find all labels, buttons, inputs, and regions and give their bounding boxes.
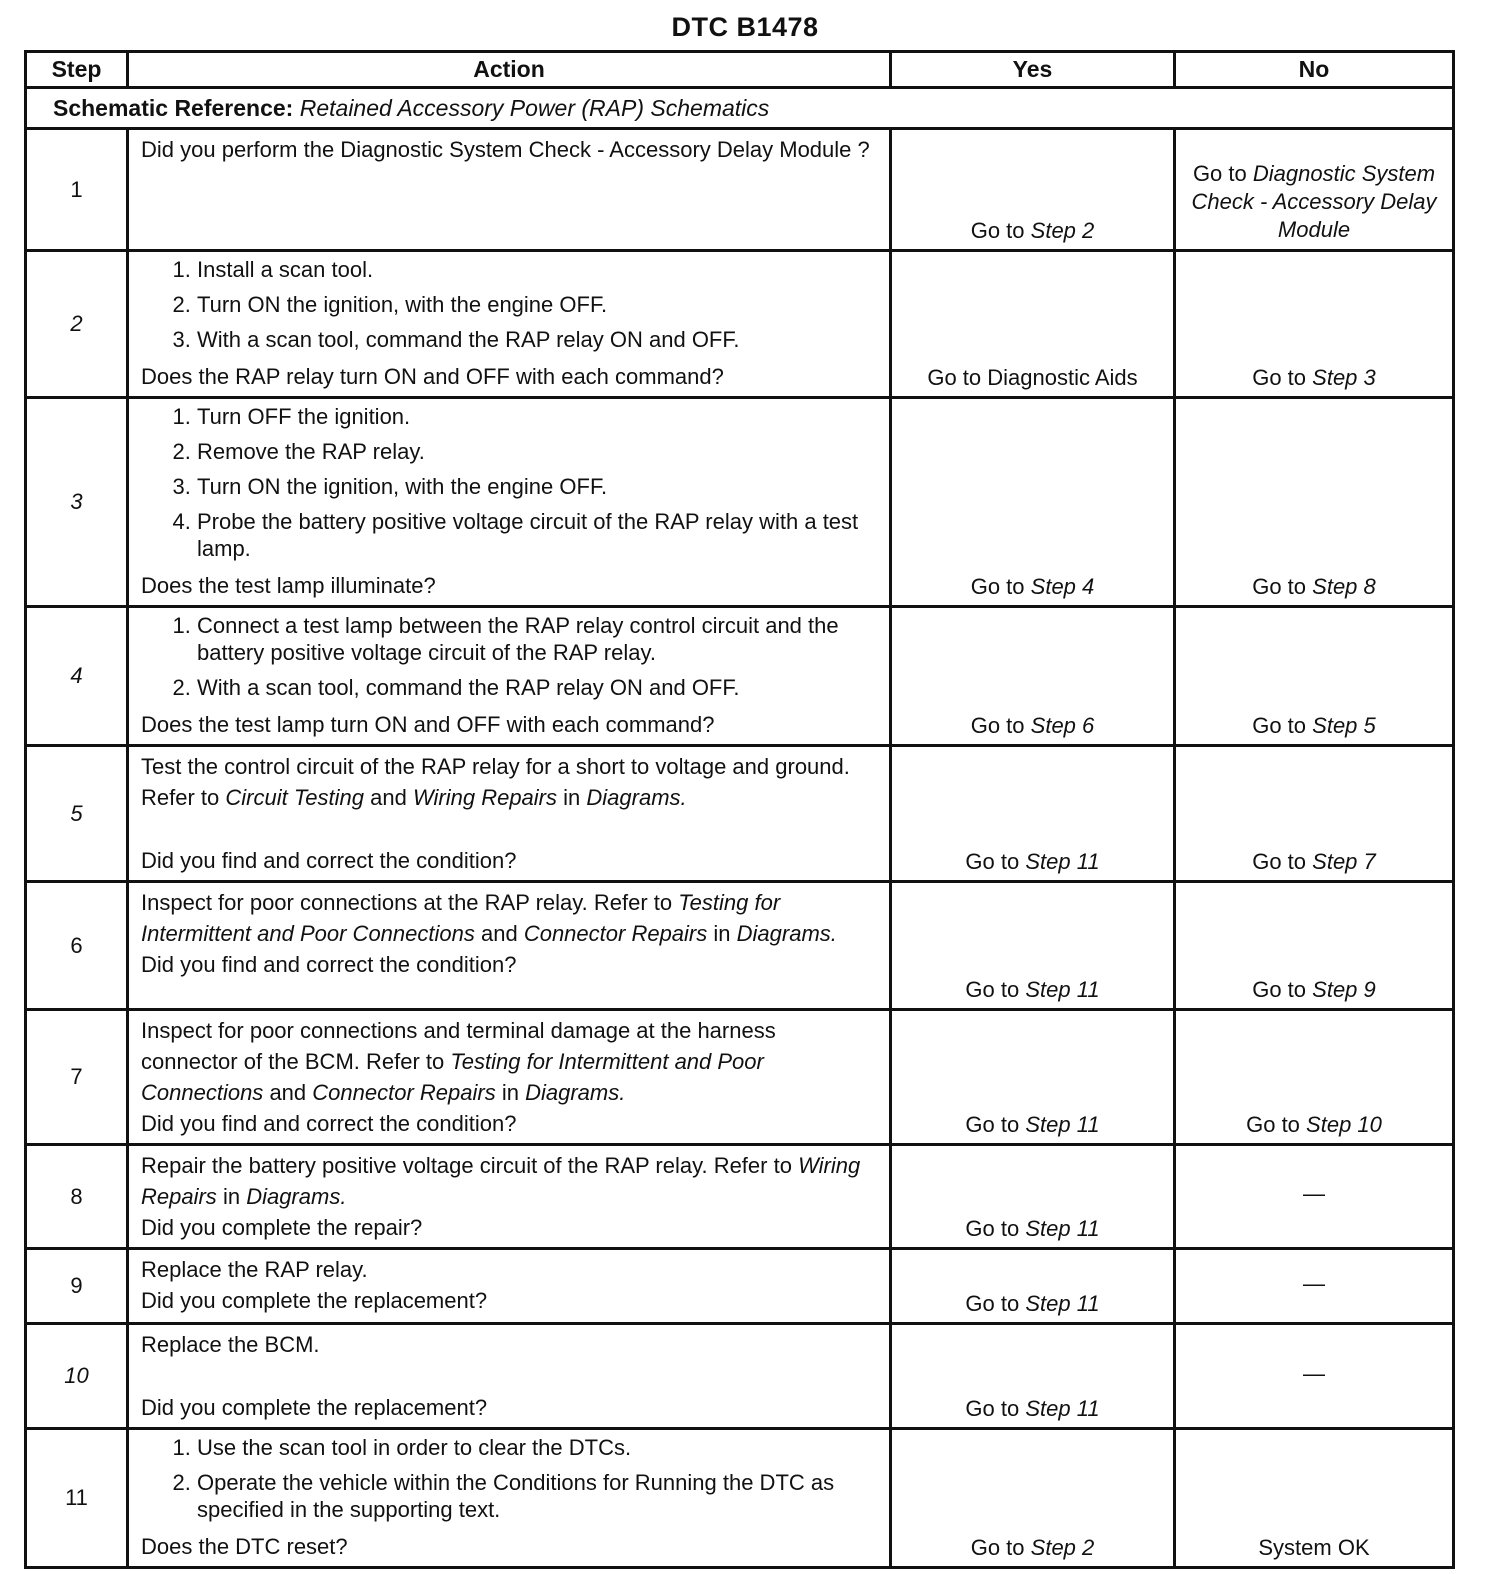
yes-cell[interactable] bbox=[891, 398, 1175, 607]
action-text bbox=[141, 751, 877, 813]
action-cell bbox=[128, 129, 891, 251]
action-cell bbox=[128, 1010, 891, 1145]
table-row bbox=[26, 1249, 1454, 1324]
action-step: 1. Install a scan tool. bbox=[197, 256, 877, 283]
no-prefix: Go to bbox=[1252, 365, 1307, 390]
yes-ref[interactable]: Step 6 bbox=[1030, 713, 1095, 738]
ref-link[interactable]: Diagrams. bbox=[525, 1080, 626, 1105]
yes-prefix: Go to bbox=[965, 849, 1020, 874]
yes-ref[interactable]: Step 11 bbox=[1025, 1216, 1100, 1241]
yes-cell[interactable] bbox=[891, 251, 1175, 398]
action-steps bbox=[141, 1434, 877, 1523]
yes-prefix: Go to bbox=[965, 1216, 1020, 1241]
yes-cell[interactable] bbox=[891, 607, 1175, 746]
yes-cell[interactable] bbox=[891, 882, 1175, 1010]
no-ref[interactable]: Step 10 bbox=[1306, 1112, 1382, 1137]
schematic-link[interactable]: Retained Accessory Power (RAP) Schematics bbox=[299, 94, 770, 121]
yes-ref[interactable]: Step 11 bbox=[1025, 849, 1100, 874]
ref-link[interactable]: Diagrams. bbox=[586, 785, 687, 810]
yes-prefix: Go to bbox=[970, 218, 1025, 243]
table-row bbox=[26, 607, 1454, 746]
no-cell bbox=[1175, 1145, 1454, 1249]
action-cell bbox=[128, 398, 891, 607]
no-cell[interactable] bbox=[1175, 1010, 1454, 1145]
action-text bbox=[141, 887, 877, 949]
no-text: — bbox=[1303, 1181, 1325, 1206]
action-text: Replace the BCM. bbox=[141, 1332, 320, 1357]
conjunction: and bbox=[480, 921, 518, 946]
header-action: Action bbox=[128, 52, 891, 88]
action-text: Did you perform the Diagnostic System Check - Accessory Delay Module ? bbox=[141, 137, 870, 162]
no-cell[interactable] bbox=[1175, 607, 1454, 746]
yes-cell[interactable] bbox=[891, 1010, 1175, 1145]
conjunction: in bbox=[563, 785, 581, 810]
action-step: 4. Probe the battery positive voltage circuit of the RAP relay with a test lamp. bbox=[197, 508, 877, 562]
yes-ref[interactable]: Step 11 bbox=[1025, 1112, 1100, 1137]
schematic-label: Schematic Reference: bbox=[53, 94, 294, 121]
header-yes: Yes bbox=[891, 52, 1175, 88]
step-number: 4 bbox=[26, 607, 128, 746]
action-step: 3. With a scan tool, command the RAP relay ON and OFF. bbox=[197, 326, 877, 353]
action-steps bbox=[141, 403, 877, 562]
no-ref[interactable]: Step 3 bbox=[1312, 365, 1376, 390]
yes-ref[interactable]: Step 11 bbox=[1025, 1396, 1100, 1421]
table-row bbox=[26, 1324, 1454, 1429]
action-question: Did you find and correct the condition? bbox=[141, 952, 517, 977]
no-ref[interactable]: Step 8 bbox=[1312, 574, 1376, 599]
ref-link[interactable]: Wiring Repairs bbox=[141, 1153, 861, 1209]
table-row bbox=[26, 882, 1454, 1010]
step-number: 10 bbox=[26, 1324, 128, 1429]
step-number: 11 bbox=[26, 1429, 128, 1568]
action-cell bbox=[128, 746, 891, 882]
action-cell bbox=[128, 882, 891, 1010]
table-row bbox=[26, 129, 1454, 251]
conjunction: in bbox=[222, 1184, 241, 1209]
action-cell bbox=[128, 1249, 891, 1324]
action-text-lead: Inspect for poor connections at the RAP relay. Refer to bbox=[141, 890, 673, 915]
table-row bbox=[26, 1429, 1454, 1568]
no-cell[interactable] bbox=[1175, 882, 1454, 1010]
yes-prefix: Go to bbox=[965, 1396, 1020, 1421]
action-text bbox=[141, 1015, 877, 1108]
action-question: Did you find and correct the condition? bbox=[141, 1111, 517, 1136]
action-question: Does the RAP relay turn ON and OFF with each command? bbox=[141, 364, 724, 389]
yes-cell[interactable] bbox=[891, 1249, 1175, 1324]
action-step: 1. Connect a test lamp between the RAP relay control circuit and the battery positive voltage circuit of the RAP relay. bbox=[197, 612, 877, 666]
yes-prefix: Go to bbox=[965, 977, 1020, 1002]
no-ref[interactable]: Step 5 bbox=[1312, 713, 1376, 738]
action-question: Did you complete the repair? bbox=[141, 1215, 423, 1240]
yes-prefix: Go to bbox=[970, 713, 1025, 738]
step-number: 7 bbox=[26, 1010, 128, 1145]
yes-ref[interactable]: Step 4 bbox=[1030, 574, 1095, 599]
document-title: DTC B1478 bbox=[671, 12, 819, 42]
yes-ref[interactable]: Step 11 bbox=[1025, 977, 1100, 1002]
yes-cell[interactable] bbox=[891, 1429, 1175, 1568]
step-number: 1 bbox=[26, 129, 128, 251]
yes-ref[interactable]: Step 11 bbox=[1025, 1291, 1100, 1316]
action-cell bbox=[128, 1145, 891, 1249]
ref-link[interactable]: Wiring Repairs bbox=[412, 785, 558, 810]
ref-link[interactable]: Testing for Intermittent and Poor Connections bbox=[141, 1049, 764, 1105]
action-text bbox=[141, 1150, 877, 1212]
no-text: — bbox=[1303, 1360, 1325, 1386]
no-text: — bbox=[1303, 1270, 1325, 1296]
conjunction: in bbox=[713, 921, 731, 946]
action-question: Did you complete the replacement? bbox=[141, 1288, 488, 1313]
yes-prefix: Go to bbox=[970, 1535, 1025, 1560]
ref-link[interactable]: Testing for Intermittent and Poor Connections bbox=[141, 890, 781, 946]
header-no: No bbox=[1175, 52, 1454, 88]
action-text-lead: Test the control circuit of the RAP relay for a short to voltage and ground. Refer to bbox=[141, 754, 850, 810]
conjunction: and bbox=[370, 785, 407, 810]
action-cell bbox=[128, 251, 891, 398]
step-number: 8 bbox=[26, 1145, 128, 1249]
no-prefix: Go to bbox=[1252, 574, 1307, 599]
dtc-table bbox=[24, 50, 1455, 1569]
no-prefix: Go to bbox=[1252, 977, 1307, 1002]
no-text: System OK bbox=[1258, 1535, 1370, 1560]
action-question: Did you find and correct the condition? bbox=[141, 848, 517, 873]
no-ref[interactable]: Diagnostic System Check - Accessory Delay Module bbox=[1191, 161, 1437, 242]
step-number: 9 bbox=[26, 1249, 128, 1324]
no-cell[interactable] bbox=[1175, 251, 1454, 398]
ref-link[interactable]: Connector Repairs bbox=[523, 921, 708, 946]
yes-cell[interactable] bbox=[891, 1324, 1175, 1429]
action-question: Did you complete the replacement? bbox=[141, 1395, 488, 1420]
step-number: 6 bbox=[26, 882, 128, 1010]
action-step: 1. Use the scan tool in order to clear the DTCs. bbox=[197, 1434, 877, 1461]
no-cell bbox=[1175, 1249, 1454, 1324]
action-question: Does the DTC reset? bbox=[141, 1534, 348, 1559]
table-row bbox=[26, 398, 1454, 607]
action-step: 2. With a scan tool, command the RAP relay ON and OFF. bbox=[197, 674, 877, 701]
yes-text[interactable]: Go to Diagnostic Aids bbox=[927, 365, 1138, 390]
yes-cell[interactable] bbox=[891, 129, 1175, 251]
action-step: 2. Remove the RAP relay. bbox=[197, 438, 877, 465]
no-prefix: Go to bbox=[1192, 161, 1247, 186]
no-prefix: Go to bbox=[1252, 713, 1307, 738]
action-question: Does the test lamp illuminate? bbox=[141, 573, 436, 598]
no-cell[interactable] bbox=[1175, 129, 1454, 251]
no-cell[interactable] bbox=[1175, 746, 1454, 882]
schematic-row bbox=[26, 88, 1454, 129]
yes-prefix: Go to bbox=[970, 574, 1025, 599]
yes-prefix: Go to bbox=[965, 1112, 1020, 1137]
yes-ref[interactable]: Step 2 bbox=[1030, 218, 1095, 243]
no-cell bbox=[1175, 1324, 1454, 1429]
step-number: 3 bbox=[26, 398, 128, 607]
ref-link[interactable]: Diagrams. bbox=[246, 1184, 347, 1209]
ref-link[interactable]: Circuit Testing bbox=[225, 785, 364, 810]
table-row bbox=[26, 1145, 1454, 1249]
action-text-lead: Repair the battery positive voltage circuit of the RAP relay. Refer to bbox=[141, 1153, 792, 1178]
no-prefix: Go to bbox=[1246, 1112, 1300, 1137]
table-row bbox=[26, 746, 1454, 882]
action-step: 1. Turn OFF the ignition. bbox=[197, 403, 877, 430]
no-ref[interactable]: Step 7 bbox=[1312, 849, 1376, 874]
header-step: Step bbox=[26, 52, 128, 88]
schematic-reference bbox=[26, 88, 1454, 129]
yes-ref[interactable]: Step 2 bbox=[1030, 1535, 1095, 1560]
ref-link[interactable]: Connector Repairs bbox=[312, 1080, 496, 1105]
step-number: 2 bbox=[26, 251, 128, 398]
action-question: Does the test lamp turn ON and OFF with each command? bbox=[141, 712, 715, 737]
yes-cell[interactable] bbox=[891, 1145, 1175, 1249]
table-row bbox=[26, 251, 1454, 398]
table-row bbox=[26, 1010, 1454, 1145]
no-cell bbox=[1175, 1429, 1454, 1568]
action-text-lead: Inspect for poor connections and terminal damage at the harness connector of the BCM. Refer to bbox=[141, 1018, 776, 1074]
action-steps bbox=[141, 612, 877, 701]
action-cell bbox=[128, 1429, 891, 1568]
action-text: Replace the RAP relay. bbox=[141, 1257, 368, 1282]
header-row bbox=[26, 52, 1454, 88]
action-step: 2. Turn ON the ignition, with the engine OFF. bbox=[197, 291, 877, 318]
no-prefix: Go to bbox=[1252, 849, 1307, 874]
conjunction: in bbox=[501, 1080, 519, 1105]
action-step: 2. Operate the vehicle within the Conditions for Running the DTC as specified in the supporting text. bbox=[197, 1469, 877, 1523]
no-cell[interactable] bbox=[1175, 398, 1454, 607]
action-cell bbox=[128, 607, 891, 746]
action-step: 3. Turn ON the ignition, with the engine OFF. bbox=[197, 473, 877, 500]
yes-prefix: Go to bbox=[965, 1291, 1020, 1316]
action-cell bbox=[128, 1324, 891, 1429]
ref-link[interactable]: Diagrams. bbox=[736, 921, 837, 946]
conjunction: and bbox=[269, 1080, 307, 1105]
step-number: 5 bbox=[26, 746, 128, 882]
no-ref[interactable]: Step 9 bbox=[1312, 977, 1376, 1002]
action-steps bbox=[141, 256, 877, 353]
yes-cell[interactable] bbox=[891, 746, 1175, 882]
